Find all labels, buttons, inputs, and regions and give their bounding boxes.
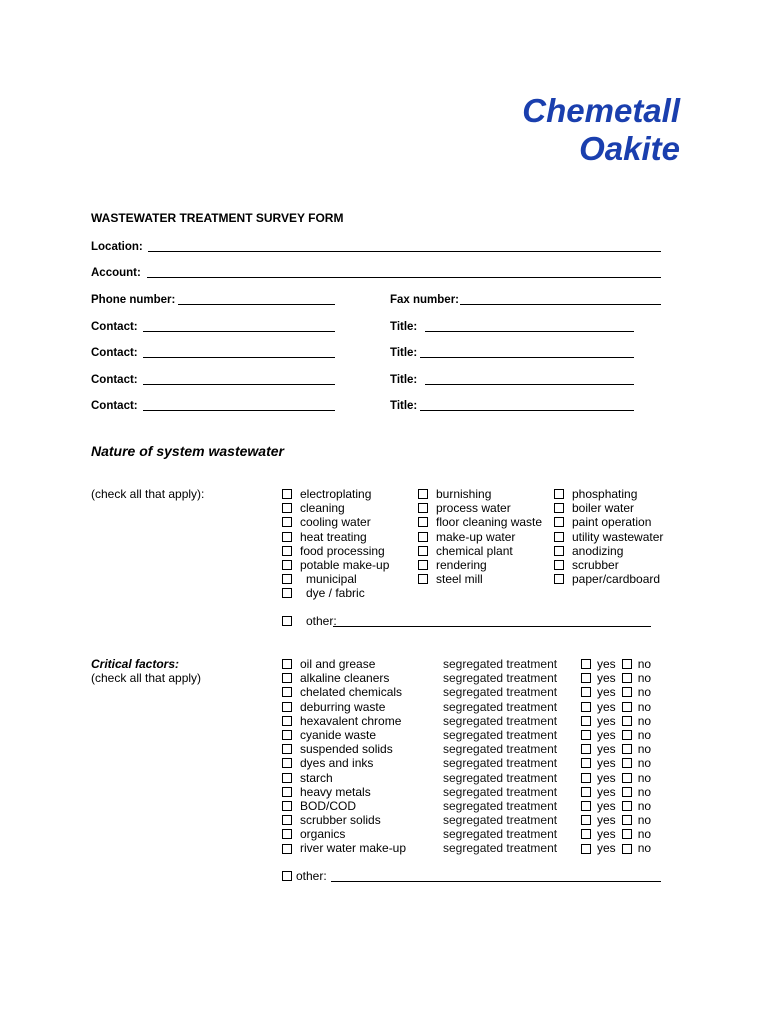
checkbox-icon[interactable]	[282, 829, 292, 839]
critical-other	[282, 869, 327, 883]
segregated-label: segregated treatment	[443, 657, 558, 672]
checkbox-item[interactable]: burnishing	[418, 487, 542, 501]
segregated-label: segregated treatment	[443, 727, 558, 742]
segregated-label: segregated treatment	[443, 671, 558, 686]
checkbox-icon[interactable]	[418, 503, 428, 513]
yes-checkbox-icon[interactable]	[581, 744, 591, 754]
yes-no-pair: yes no	[581, 657, 651, 671]
account-label: Account:	[91, 267, 141, 279]
yes-checkbox-icon[interactable]	[581, 844, 591, 854]
fax-field[interactable]	[460, 304, 661, 305]
checkbox-icon[interactable]	[554, 546, 564, 556]
yes-no-pair: yes no	[581, 714, 651, 728]
form-title: WASTEWATER TREATMENT SURVEY FORM	[91, 211, 344, 225]
yes-no-pair: yes no	[581, 771, 651, 785]
brand-line-2: Oakite	[579, 130, 680, 167]
checkbox-item[interactable]: scrubber solids	[282, 813, 406, 827]
no-checkbox-icon[interactable]	[622, 659, 632, 669]
checkbox-icon[interactable]	[282, 844, 292, 854]
critical-note: (check all that apply)	[91, 671, 202, 685]
contact-field-2[interactable]	[143, 357, 335, 358]
checkbox-icon[interactable]	[554, 532, 564, 542]
checkbox-item[interactable]: floor cleaning waste	[418, 515, 542, 529]
checkbox-icon[interactable]	[554, 574, 564, 584]
critical-heading: Critical factors:	[91, 657, 180, 671]
checkbox-icon[interactable]	[282, 517, 292, 527]
checkbox-icon[interactable]	[418, 532, 428, 542]
nature-column-1	[282, 487, 389, 601]
segregated-label: segregated treatment	[443, 841, 558, 856]
segregated-label: segregated treatment	[443, 827, 558, 842]
checkbox-item[interactable]: dye / fabric	[282, 586, 389, 600]
checkbox-icon[interactable]	[554, 560, 564, 570]
checkbox-icon[interactable]	[282, 503, 292, 513]
title-label-2: Title:	[390, 347, 418, 359]
checkbox-item[interactable]: alkaline cleaners	[282, 671, 406, 685]
title-label-1: Title:	[390, 321, 418, 333]
no-checkbox-icon[interactable]	[622, 815, 632, 825]
no-checkbox-icon[interactable]	[622, 787, 632, 797]
account-field[interactable]	[147, 277, 661, 278]
no-checkbox-icon[interactable]	[622, 744, 632, 754]
phone-field[interactable]	[178, 304, 335, 305]
yes-checkbox-icon[interactable]	[581, 773, 591, 783]
checkbox-item[interactable]: chemical plant	[418, 544, 542, 558]
yes-no-pair: yes no	[581, 742, 651, 756]
nature-column-3	[554, 487, 663, 586]
critical-items	[282, 657, 406, 856]
critical-other-field[interactable]	[331, 881, 661, 882]
segregated-label: segregated treatment	[443, 699, 558, 714]
checkbox-icon[interactable]	[554, 489, 564, 499]
nature-other-label: other:	[306, 614, 337, 628]
segregated-label: segregated treatment	[443, 770, 558, 785]
title-label-3: Title:	[390, 374, 418, 386]
yes-no-pair: yes no	[581, 700, 651, 714]
checkbox-icon[interactable]	[282, 815, 292, 825]
checkbox-item[interactable]: heavy metals	[282, 785, 406, 799]
no-checkbox-icon[interactable]	[622, 716, 632, 726]
checkbox-item[interactable]: river water make-up	[282, 841, 406, 855]
checkbox-icon[interactable]	[282, 787, 292, 797]
yes-checkbox-icon[interactable]	[581, 801, 591, 811]
checkbox-item[interactable]: potable make-up	[282, 558, 389, 572]
yes-checkbox-icon[interactable]	[581, 758, 591, 768]
checkbox-item[interactable]: scrubber	[554, 558, 663, 572]
title-label-4: Title:	[390, 400, 418, 412]
yes-checkbox-icon[interactable]	[581, 730, 591, 740]
checkbox-icon[interactable]	[282, 616, 292, 626]
checkbox-item[interactable]: utility wastewater	[554, 530, 663, 544]
checkbox-item[interactable]: organics	[282, 827, 406, 841]
phone-label: Phone number:	[91, 294, 176, 306]
no-checkbox-icon[interactable]	[622, 758, 632, 768]
yes-no-pair: yes no	[581, 813, 651, 827]
fax-label: Fax number:	[390, 294, 460, 306]
checkbox-item[interactable]: municipal	[282, 572, 389, 586]
title-field-1[interactable]	[425, 331, 634, 332]
title-field-4[interactable]	[420, 410, 634, 411]
checkbox-item[interactable]: suspended solids	[282, 742, 406, 756]
checkbox-item[interactable]: phosphating	[554, 487, 663, 501]
yes-no-pair: yes no	[581, 685, 651, 699]
checkbox-icon[interactable]	[418, 517, 428, 527]
yes-checkbox-icon[interactable]	[581, 716, 591, 726]
company-logo	[522, 92, 680, 168]
critical-other-label: other:	[296, 869, 327, 883]
checkbox-icon[interactable]	[418, 546, 428, 556]
checkbox-item[interactable]: electroplating	[282, 487, 389, 501]
checkbox-icon[interactable]	[418, 560, 428, 570]
no-checkbox-icon[interactable]	[622, 730, 632, 740]
yes-checkbox-icon[interactable]	[581, 702, 591, 712]
yes-no-column	[581, 657, 651, 856]
checkbox-item[interactable]: dyes and inks	[282, 756, 406, 770]
contact-label-3: Contact:	[91, 374, 138, 386]
segregated-label: segregated treatment	[443, 713, 558, 728]
contact-field-1[interactable]	[143, 331, 335, 332]
segregated-label: segregated treatment	[443, 742, 558, 757]
no-checkbox-icon[interactable]	[622, 673, 632, 683]
yes-no-pair: yes no	[581, 827, 651, 841]
yes-no-pair: yes no	[581, 799, 651, 813]
nature-heading: Nature of system wastewater	[91, 443, 284, 459]
checkbox-icon[interactable]	[282, 716, 292, 726]
yes-no-pair: yes no	[581, 728, 651, 742]
checkbox-item[interactable]: process water	[418, 501, 542, 515]
checkbox-item[interactable]: paper/cardboard	[554, 572, 663, 586]
checkbox-item[interactable]: anodizing	[554, 544, 663, 558]
checkbox-icon[interactable]	[282, 659, 292, 669]
checkbox-item[interactable]: chelated chemicals	[282, 685, 406, 699]
checkbox-icon[interactable]	[282, 687, 292, 697]
checkbox-icon[interactable]	[554, 517, 564, 527]
yes-no-pair: yes no	[581, 756, 651, 770]
checkbox-icon[interactable]	[282, 546, 292, 556]
checkbox-icon[interactable]	[282, 773, 292, 783]
nature-column-2	[418, 487, 542, 586]
checkbox-item[interactable]: cleaning	[282, 501, 389, 515]
checkbox-item[interactable]: food processing	[282, 544, 389, 558]
checkbox-icon[interactable]	[282, 801, 292, 811]
checkbox-icon[interactable]	[282, 532, 292, 542]
segregated-label: segregated treatment	[443, 685, 558, 700]
yes-checkbox-icon[interactable]	[581, 829, 591, 839]
contact-label-4: Contact:	[91, 400, 138, 412]
checkbox-icon[interactable]	[282, 560, 292, 570]
segregated-label: segregated treatment	[443, 784, 558, 799]
checkbox-icon[interactable]	[282, 574, 292, 584]
title-field-3[interactable]	[425, 384, 634, 385]
checkbox-icon[interactable]	[282, 588, 292, 598]
checkbox-item[interactable]: rendering	[418, 558, 542, 572]
checkbox-item[interactable]: oil and grease	[282, 657, 406, 671]
location-label: Location:	[91, 241, 143, 253]
checkbox-icon[interactable]	[418, 574, 428, 584]
contact-field-4[interactable]	[143, 410, 335, 411]
yes-no-pair: yes no	[581, 671, 651, 685]
checkbox-icon[interactable]	[282, 758, 292, 768]
segregated-label: segregated treatment	[443, 813, 558, 828]
yes-checkbox-icon[interactable]	[581, 673, 591, 683]
checkbox-item[interactable]: deburring waste	[282, 700, 406, 714]
checkbox-item[interactable]: paint operation	[554, 515, 663, 529]
checkbox-icon[interactable]	[554, 503, 564, 513]
yes-no-pair: yes no	[581, 841, 651, 855]
checkbox-item[interactable]: BOD/COD	[282, 799, 406, 813]
no-checkbox-icon[interactable]	[622, 801, 632, 811]
yes-checkbox-icon[interactable]	[581, 815, 591, 825]
nature-note: (check all that apply):	[91, 487, 205, 501]
checkbox-item[interactable]: hexavalent chrome	[282, 714, 406, 728]
checkbox-icon[interactable]	[282, 673, 292, 683]
checkbox-icon[interactable]	[282, 730, 292, 740]
contact-field-3[interactable]	[143, 384, 335, 385]
checkbox-item[interactable]: starch	[282, 771, 406, 785]
contact-label-1: Contact:	[91, 321, 138, 333]
checkbox-item[interactable]: steel mill	[418, 572, 542, 586]
checkbox-icon[interactable]	[418, 489, 428, 499]
yes-checkbox-icon[interactable]	[581, 659, 591, 669]
segregated-label: segregated treatment	[443, 798, 558, 813]
segregated-label: segregated treatment	[443, 756, 558, 771]
nature-other-field[interactable]	[333, 626, 651, 627]
segregated-column	[443, 657, 557, 856]
checkbox-icon[interactable]	[282, 871, 292, 881]
checkbox-item[interactable]: make-up water	[418, 530, 542, 544]
checkbox-item[interactable]: cyanide waste	[282, 728, 406, 742]
brand-line-1: Chemetall	[522, 92, 680, 129]
yes-checkbox-icon[interactable]	[581, 787, 591, 797]
checkbox-icon[interactable]	[282, 489, 292, 499]
no-checkbox-icon[interactable]	[622, 829, 632, 839]
checkbox-icon[interactable]	[282, 744, 292, 754]
no-checkbox-icon[interactable]	[622, 687, 632, 697]
no-checkbox-icon[interactable]	[622, 702, 632, 712]
title-field-2[interactable]	[420, 357, 634, 358]
checkbox-item[interactable]: heat treating	[282, 530, 389, 544]
yes-no-pair: yes no	[581, 785, 651, 799]
no-checkbox-icon[interactable]	[622, 844, 632, 854]
nature-other	[282, 614, 337, 628]
checkbox-icon[interactable]	[282, 702, 292, 712]
checkbox-item[interactable]: cooling water	[282, 515, 389, 529]
contact-label-2: Contact:	[91, 347, 138, 359]
checkbox-item[interactable]: boiler water	[554, 501, 663, 515]
yes-checkbox-icon[interactable]	[581, 687, 591, 697]
no-checkbox-icon[interactable]	[622, 773, 632, 783]
location-field[interactable]	[148, 251, 661, 252]
